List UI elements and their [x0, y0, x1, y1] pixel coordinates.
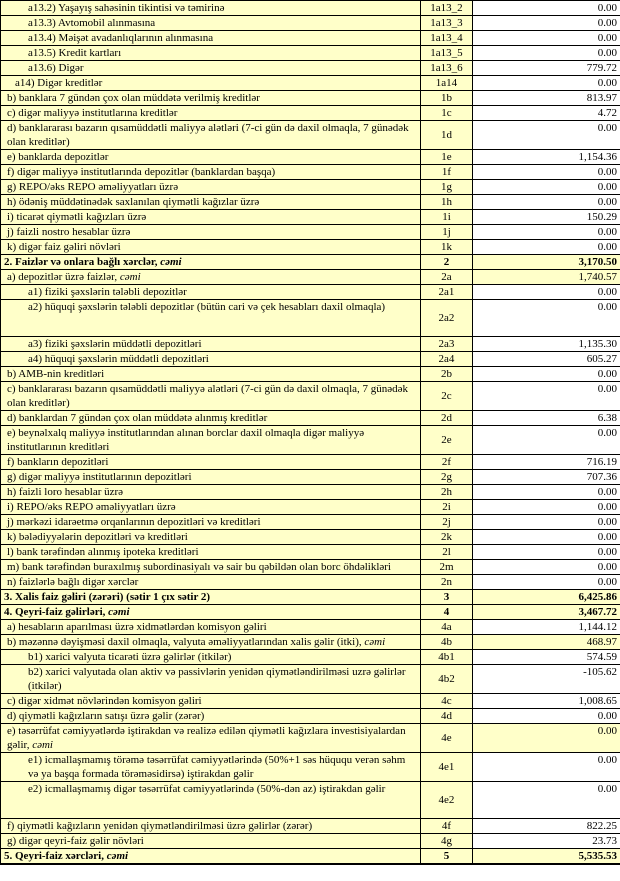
row-label: a13.5) Kredit kartları [28, 47, 122, 59]
row-label-italic: cəmi [364, 636, 386, 648]
table-row [1, 76, 620, 91]
row-description-cell[interactable] [1, 620, 421, 635]
row-description-cell[interactable] [1, 61, 421, 76]
row-label: b) banklara 7 gündən çox olan müddətə verilmiş kreditlər [7, 92, 260, 104]
table-row [1, 650, 620, 665]
row-description-cell[interactable] [1, 782, 421, 819]
row-value-cell[interactable]: 0.00 [473, 753, 620, 782]
table-row [1, 560, 620, 575]
row-value-cell[interactable]: 3,467.72 [473, 605, 620, 620]
table-row [1, 195, 620, 210]
table-row [1, 121, 620, 150]
table-row [1, 455, 620, 470]
row-label: h) faizli loro hesablar üzrə [7, 486, 124, 498]
row-description-cell[interactable] [1, 46, 421, 61]
table-row [1, 225, 620, 240]
row-code-cell[interactable]: 2i [421, 500, 473, 515]
row-label: a) hesabların aparılması üzrə xidmətlərdən komisyon gəliri [7, 621, 267, 633]
row-value-cell[interactable]: 0.00 [473, 31, 620, 46]
row-value-cell[interactable]: 779.72 [473, 61, 620, 76]
row-label: d) banklararası bazarın qısamüddətli maliyyə alətləri (7-ci gün də daxil olmaqla, 7 günədək olan kreditlər) [7, 122, 409, 148]
table-row [1, 106, 620, 121]
row-value-cell[interactable]: 0.00 [473, 530, 620, 545]
row-code-cell[interactable]: 2k [421, 530, 473, 545]
row-description-cell[interactable] [1, 753, 421, 782]
row-value-cell[interactable]: 0.00 [473, 724, 620, 753]
row-description-cell[interactable] [1, 485, 421, 500]
table-row [1, 620, 620, 635]
table-row [1, 367, 620, 382]
row-code-cell[interactable]: 3 [421, 590, 473, 605]
row-label: 4. Qeyri-faiz gəlirləri, [4, 606, 109, 618]
table-row [1, 165, 620, 180]
row-code-cell[interactable]: 4b1 [421, 650, 473, 665]
row-label: k) bələdiyyələrin depozitləri və kreditləri [7, 531, 188, 543]
row-description-cell[interactable] [1, 605, 421, 620]
row-code-cell[interactable]: 2b [421, 367, 473, 382]
row-label: a13.6) Digər [28, 62, 84, 74]
row-label: j) faizli nostro hesablar üzrə [7, 226, 131, 238]
row-value-cell[interactable]: 0.00 [473, 16, 620, 31]
row-label-italic: cəmi [32, 739, 53, 751]
table-row [1, 500, 620, 515]
row-label: a1) fiziki şəxslərin tələbli depozitlər [28, 286, 187, 298]
table-row [1, 16, 620, 31]
row-code-cell[interactable]: 2f [421, 455, 473, 470]
table-row [1, 61, 620, 76]
table-row [1, 382, 620, 411]
table-row [1, 240, 620, 255]
table-row [1, 849, 620, 865]
row-code-cell[interactable]: 4a [421, 620, 473, 635]
row-label: 2. Faizlər və onlara bağlı xərclər, [4, 256, 161, 268]
row-label-italic: cəmi [106, 850, 129, 862]
row-label: n) faizlərlə bağlı digər xərclər [7, 576, 139, 588]
row-value-cell[interactable]: 0.00 [473, 782, 620, 819]
row-label: l) bank tərəfindən alınmış ipoteka kreditləri [7, 546, 199, 558]
row-label: a2) hüquqi şəxslərin tələbli depozitlər (bütün cari və çek hesabları daxil olmaqla) [28, 301, 386, 313]
row-value-cell[interactable]: 6,425.86 [473, 590, 620, 605]
row-description-cell[interactable] [1, 31, 421, 46]
row-label: a3) fiziki şəxslərin müddətli depozitləri [28, 338, 202, 350]
table-row [1, 590, 620, 605]
table-row [1, 819, 620, 834]
row-label: b) məzənnə dəyişməsi daxil olmaqla, valyuta əməliyyatlarından xalis gəlir (itki), [7, 636, 365, 648]
row-description-cell[interactable] [1, 590, 421, 605]
row-value-cell[interactable]: 0.00 [473, 485, 620, 500]
row-code-cell[interactable]: 2l [421, 545, 473, 560]
row-description-cell[interactable] [1, 352, 421, 367]
row-value-cell[interactable]: 0.00 [473, 1, 620, 16]
row-code-cell[interactable]: 1i [421, 210, 473, 225]
table-row [1, 300, 620, 337]
row-label: a4) hüquqi şəxslərin müddətli depozitləri [28, 353, 209, 365]
row-label-italic: cəmi [108, 606, 130, 618]
row-label: e1) icmallaşmamış törəmə təsərrüfat cəmiyyətlərində (50%+1 səs hüququ verən səhm və ya başqa formada törəməsidirsə) iştirakdan gəlir [28, 754, 406, 780]
row-code-cell[interactable]: 1a13_4 [421, 31, 473, 46]
row-code-cell[interactable]: 2n [421, 575, 473, 590]
row-label: c) digər maliyyə institutlarına kreditlər [7, 107, 178, 119]
row-label: g) digər qeyri-faiz gəlir növləri [7, 835, 144, 847]
row-value-cell[interactable]: 0.00 [473, 225, 620, 240]
row-description-cell[interactable] [1, 300, 421, 337]
row-label: f) qiymətli kağızların yenidən qiymətləndirilməsi üzrə gəlirlər (zərər) [7, 820, 313, 832]
row-label: a13.4) Məişət avadanlıqlarının alınmasına [28, 32, 214, 44]
table-row [1, 1, 620, 16]
row-label: e) təsərrüfat cəmiyyətlərdə iştirakdan və realizə edilən qiymətli kağızlara investisiyalardan gəlir, [7, 725, 406, 751]
table-row [1, 605, 620, 620]
row-description-cell[interactable] [1, 367, 421, 382]
table-row [1, 515, 620, 530]
row-code-cell[interactable]: 1c [421, 106, 473, 121]
table-row [1, 575, 620, 590]
row-code-cell[interactable]: 4e [421, 724, 473, 753]
table-row [1, 180, 620, 195]
row-value-cell[interactable]: 4.72 [473, 106, 620, 121]
row-value-cell[interactable]: 0.00 [473, 367, 620, 382]
row-value-cell[interactable]: 0.00 [473, 165, 620, 180]
row-code-cell[interactable]: 1g [421, 180, 473, 195]
row-description-cell[interactable] [1, 1, 421, 16]
row-description-cell[interactable] [1, 121, 421, 150]
row-value-cell[interactable]: 822.25 [473, 819, 620, 834]
table-row [1, 709, 620, 724]
row-label: g) REPO/əks REPO əməliyyatları üzrə [7, 181, 179, 193]
table-row [1, 150, 620, 165]
row-code-cell[interactable]: 2a3 [421, 337, 473, 352]
row-code-cell[interactable]: 2a4 [421, 352, 473, 367]
row-description-cell[interactable] [1, 560, 421, 575]
row-code-cell[interactable]: 1h [421, 195, 473, 210]
row-description-cell[interactable] [1, 240, 421, 255]
row-code-cell[interactable]: 2a2 [421, 300, 473, 337]
row-label: d) banklardan 7 gündən çox olan müddətə alınmış kreditlər [7, 412, 268, 424]
row-label: a13.3) Avtomobil alınmasına [28, 17, 156, 29]
table-row [1, 270, 620, 285]
row-code-cell[interactable]: 2 [421, 255, 473, 270]
table-row [1, 635, 620, 650]
row-value-cell[interactable]: 0.00 [473, 285, 620, 300]
row-code-cell[interactable]: 4b2 [421, 665, 473, 694]
row-code-cell[interactable]: 4g [421, 834, 473, 849]
row-value-cell[interactable]: 1,154.36 [473, 150, 620, 165]
row-code-cell[interactable]: 4e1 [421, 753, 473, 782]
row-label: c) banklararası bazarın qısamüddətli maliyyə alətləri (7-ci gün də daxil olmaqla, 7 günədək olan kreditlər) [7, 383, 409, 409]
row-description-cell[interactable] [1, 180, 421, 195]
row-code-cell[interactable]: 2h [421, 485, 473, 500]
row-description-cell[interactable] [1, 709, 421, 724]
row-value-cell[interactable]: 0.00 [473, 560, 620, 575]
row-value-cell[interactable]: 0.00 [473, 300, 620, 337]
table-row [1, 352, 620, 367]
row-label: k) digər faiz gəliri növləri [7, 241, 121, 253]
table-row [1, 255, 620, 270]
row-description-cell[interactable] [1, 455, 421, 470]
row-label: b1) xarici valyuta ticarəti üzrə gəlirlər (itkilər) [28, 651, 232, 663]
row-value-cell[interactable]: 0.00 [473, 426, 620, 455]
row-value-cell[interactable]: 0.00 [473, 195, 620, 210]
row-label: a13.2) Yaşayış sahəsinin tikintisi və təmirinə [28, 2, 225, 14]
row-description-cell[interactable] [1, 834, 421, 849]
table-row [1, 485, 620, 500]
table-row [1, 753, 620, 782]
row-value-cell[interactable]: 707.36 [473, 470, 620, 485]
row-value-cell[interactable]: 574.59 [473, 650, 620, 665]
table-row [1, 470, 620, 485]
row-code-cell[interactable]: 4b [421, 635, 473, 650]
row-label: d) qiymətli kağızların satışı üzrə gəlir (zərər) [7, 710, 205, 722]
row-code-cell[interactable]: 4c [421, 694, 473, 709]
table-row [1, 285, 620, 300]
table-row [1, 545, 620, 560]
row-description-cell[interactable] [1, 225, 421, 240]
row-label: 5. Qeyri-faiz xərcləri, [4, 850, 107, 862]
row-description-cell[interactable] [1, 210, 421, 225]
row-description-cell[interactable] [1, 150, 421, 165]
table-row [1, 665, 620, 694]
row-label: i) REPO/əks REPO əməliyyatları üzrə [7, 501, 176, 513]
row-label: f) bankların depozitləri [7, 456, 109, 468]
row-label-italic: cəmi [160, 256, 182, 268]
row-description-cell[interactable] [1, 470, 421, 485]
row-label: a14) Digər kreditlər [15, 77, 103, 89]
row-code-cell[interactable]: 1a13_6 [421, 61, 473, 76]
row-label: g) digər maliyyə institutlarının depozitləri [7, 471, 192, 483]
row-value-cell[interactable]: 0.00 [473, 121, 620, 150]
row-value-cell[interactable]: 605.27 [473, 352, 620, 367]
row-value-cell[interactable]: 1,008.65 [473, 694, 620, 709]
table-body [1, 1, 620, 865]
row-description-cell[interactable] [1, 165, 421, 180]
row-label: i) ticarət qiymətli kağızları üzrə [7, 211, 147, 223]
row-description-cell[interactable] [1, 106, 421, 121]
row-code-cell[interactable]: 1e [421, 150, 473, 165]
row-code-cell[interactable]: 1k [421, 240, 473, 255]
table-row [1, 46, 620, 61]
row-code-cell[interactable]: 2d [421, 411, 473, 426]
row-description-cell[interactable] [1, 270, 421, 285]
row-label: e2) icmallaşmamış digər təsərrüfat cəmiyyətlərində (50%-dən az) iştirakdan gəlir [28, 783, 386, 795]
table-row [1, 782, 620, 819]
row-description-cell[interactable] [1, 337, 421, 352]
row-code-cell[interactable]: 2g [421, 470, 473, 485]
row-value-cell[interactable]: 1,135.30 [473, 337, 620, 352]
row-description-cell[interactable] [1, 849, 421, 865]
table-row [1, 834, 620, 849]
row-code-cell[interactable]: 2e [421, 426, 473, 455]
row-value-cell[interactable]: 0.00 [473, 180, 620, 195]
table-row [1, 31, 620, 46]
row-description-cell[interactable] [1, 665, 421, 694]
row-label: j) mərkəzi idarəetmə orqanlarının depozitləri və kreditləri [7, 516, 261, 528]
row-label: 3. Xalis faiz gəliri (zərəri) (sətir 1 çıx sətir 2) [4, 591, 211, 603]
row-code-cell[interactable]: 1d [421, 121, 473, 150]
row-code-cell[interactable]: 2a1 [421, 285, 473, 300]
row-code-cell[interactable]: 1j [421, 225, 473, 240]
row-value-cell[interactable]: 150.29 [473, 210, 620, 225]
row-code-cell[interactable]: 1b [421, 91, 473, 106]
row-description-cell[interactable] [1, 255, 421, 270]
row-label: b) AMB-nin kreditləri [7, 368, 105, 380]
row-value-cell[interactable]: 716.19 [473, 455, 620, 470]
row-label: b2) xarici valyutada olan aktiv və passivlərin yenidən qiymətləndirilməsi uzrə gəlirlər (itkilər) [28, 666, 406, 692]
row-value-cell[interactable]: 5,535.53 [473, 849, 620, 865]
row-code-cell[interactable]: 4f [421, 819, 473, 834]
row-code-cell[interactable]: 4d [421, 709, 473, 724]
table-row [1, 426, 620, 455]
row-code-cell[interactable]: 1a13_3 [421, 16, 473, 31]
table-row [1, 210, 620, 225]
row-description-cell[interactable] [1, 500, 421, 515]
row-label: h) ödəniş müddətinədək saxlanılan qiymətli kağızlar üzrə [7, 196, 260, 208]
row-value-cell[interactable]: 23.73 [473, 834, 620, 849]
row-description-cell[interactable] [1, 382, 421, 411]
row-description-cell[interactable] [1, 411, 421, 426]
row-value-cell[interactable]: 813.97 [473, 91, 620, 106]
row-description-cell[interactable] [1, 545, 421, 560]
row-description-cell[interactable] [1, 91, 421, 106]
row-value-cell[interactable]: 1,144.12 [473, 620, 620, 635]
row-value-cell[interactable]: 0.00 [473, 500, 620, 515]
row-description-cell[interactable] [1, 724, 421, 753]
row-code-cell[interactable]: 1f [421, 165, 473, 180]
row-value-cell[interactable]: 0.00 [473, 515, 620, 530]
row-code-cell[interactable]: 2a [421, 270, 473, 285]
row-label: e) banklarda depozitlər [7, 151, 109, 163]
row-code-cell[interactable]: 2c [421, 382, 473, 411]
row-code-cell[interactable]: 4 [421, 605, 473, 620]
row-description-cell[interactable] [1, 16, 421, 31]
row-description-cell[interactable] [1, 285, 421, 300]
row-description-cell[interactable] [1, 515, 421, 530]
row-code-cell[interactable]: 2m [421, 560, 473, 575]
row-description-cell[interactable] [1, 694, 421, 709]
row-description-cell[interactable] [1, 575, 421, 590]
row-value-cell[interactable]: 0.00 [473, 709, 620, 724]
row-description-cell[interactable] [1, 819, 421, 834]
row-label: c) digər xidmət növlərindən komisyon gəliri [7, 695, 202, 707]
row-value-cell[interactable]: 0.00 [473, 240, 620, 255]
table-row [1, 337, 620, 352]
row-description-cell[interactable] [1, 635, 421, 650]
row-value-cell[interactable]: 6.38 [473, 411, 620, 426]
row-code-cell[interactable]: 2j [421, 515, 473, 530]
row-label-italic: cəmi [119, 271, 141, 283]
row-code-cell[interactable]: 5 [421, 849, 473, 865]
row-description-cell[interactable] [1, 530, 421, 545]
row-value-cell[interactable]: 0.00 [473, 46, 620, 61]
row-code-cell[interactable]: 1a13_2 [421, 1, 473, 16]
row-value-cell[interactable]: 0.00 [473, 545, 620, 560]
row-value-cell[interactable]: 3,170.50 [473, 255, 620, 270]
row-description-cell[interactable] [1, 426, 421, 455]
row-value-cell[interactable]: 0.00 [473, 76, 620, 91]
row-value-cell[interactable]: 0.00 [473, 575, 620, 590]
table-row [1, 411, 620, 426]
table-row [1, 694, 620, 709]
row-label: e) beynəlxalq maliyyə institutlarından alınan borclar daxil olmaqla digər maliyyə institutlarının kreditləri [7, 427, 365, 453]
row-description-cell[interactable] [1, 195, 421, 210]
row-description-cell[interactable] [1, 76, 421, 91]
row-value-cell[interactable]: 468.97 [473, 635, 620, 650]
table-row [1, 530, 620, 545]
row-value-cell[interactable]: 1,740.57 [473, 270, 620, 285]
row-label: f) digər maliyyə institutlarında depozitlər (banklardan başqa) [7, 166, 276, 178]
row-value-cell[interactable]: -105.62 [473, 665, 620, 694]
row-description-cell[interactable] [1, 650, 421, 665]
row-code-cell[interactable]: 1a14 [421, 76, 473, 91]
row-label: a) depozitlər üzrə faizlər, [7, 271, 120, 283]
row-code-cell[interactable]: 4e2 [421, 782, 473, 819]
table-row [1, 724, 620, 753]
row-label: m) bank tərəfindən buraxılmış subordinasiyalı və sair bu qəbildən olan borc öhdəlikləri [7, 561, 391, 573]
row-value-cell[interactable]: 0.00 [473, 382, 620, 411]
row-code-cell[interactable]: 1a13_5 [421, 46, 473, 61]
table-row [1, 91, 620, 106]
